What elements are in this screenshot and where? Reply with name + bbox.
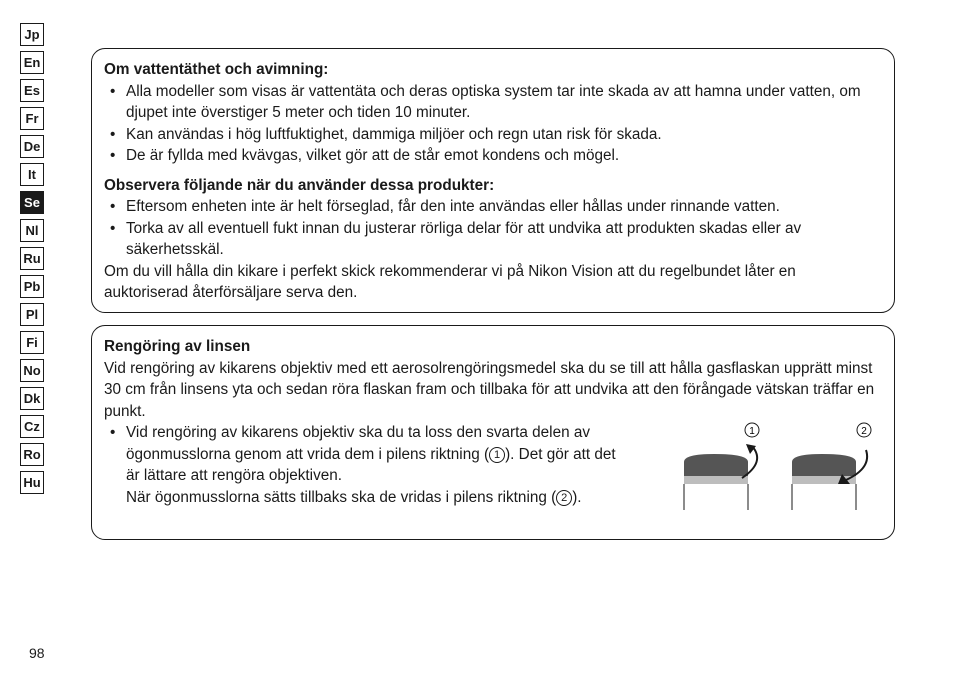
service-recommendation-text: Om du vill hålla din kikare i perfekt skick rekommenderar vi på Nikon Vision att du regelbundet låter en auktoriserad återförsäljare serva den. <box>104 262 796 301</box>
list-item: • Torka av all eventuell fukt innan du justerar rörliga delar för att undvika att produkten skadas eller av säkerhetsskäl. <box>104 218 882 261</box>
eyecup-remove-text: Vid rengöring av kikarens objektiv ska du ta loss den svarta delen av ögonmusslorna genom att vrida dem i pilens riktning ( <box>126 424 590 463</box>
language-tab-hu[interactable]: Hu <box>20 471 44 494</box>
language-tab-de[interactable]: De <box>20 135 44 158</box>
circled-number-2: 2 <box>556 490 572 506</box>
language-tab-fr[interactable]: Fr <box>20 107 44 130</box>
list-item: • Eftersom enheten inte är helt förseglad, får den inte användas eller hållas under rinnande vatten. <box>104 196 882 218</box>
caution-bullet-list <box>104 196 882 261</box>
language-tab-nl[interactable]: Nl <box>20 219 44 242</box>
language-tab-it[interactable]: It <box>20 163 44 186</box>
eyecup-remove-figure <box>684 423 759 510</box>
waterproof-heading: Om vattentäthet och avimning: <box>104 61 329 78</box>
eyecup-attach-text: När ögonmusslorna sätts tillbaks ska de vridas i pilens riktning ( <box>126 488 557 506</box>
language-tab-en[interactable]: En <box>20 51 44 74</box>
list-item: • Alla modeller som visas är vattentäta och deras optiska system tar inte skada av att hamna under vatten, om djupet inte överstiger 5 meter och tiden 10 minuter. <box>104 81 882 124</box>
illustration-label-1: 1 <box>749 426 755 437</box>
eyecup-attach-text-end: ). <box>572 488 582 506</box>
language-tab-es[interactable]: Es <box>20 79 44 102</box>
eyecup-remove-text-end: ). Det gör att det är lättare att rengöra objektiven. <box>126 445 616 484</box>
list-item: • Kan användas i hög luftfuktighet, dammiga miljöer och regn utan risk för skada. <box>104 124 882 146</box>
language-tab-ru[interactable]: Ru <box>20 247 44 270</box>
eyecup-bullet-list <box>104 422 624 508</box>
lens-cleaning-heading: Rengöring av linsen <box>104 338 251 355</box>
eyecup-attach-figure <box>792 423 871 510</box>
list-item: • De är fyllda med kvävgas, vilket gör att de står emot kondens och mögel. <box>104 145 882 167</box>
page-number: 98 <box>29 645 45 661</box>
language-tab-pl[interactable]: Pl <box>20 303 44 326</box>
eyecup-rotation-illustration <box>670 418 890 513</box>
caution-heading: Observera följande när du använder dessa produkter: <box>104 176 495 194</box>
eyecup-rubber-ring <box>792 454 856 476</box>
eyecup-metal-band <box>684 476 748 484</box>
waterproof-info-box <box>91 48 895 313</box>
language-tab-ro[interactable]: Ro <box>20 443 44 466</box>
language-tab-fi[interactable]: Fi <box>20 331 44 354</box>
circled-number-1: 1 <box>489 447 505 463</box>
eyecup-instruction-row <box>104 422 882 508</box>
language-tab-no[interactable]: No <box>20 359 44 382</box>
lens-cleaning-box <box>91 325 895 540</box>
language-tabs <box>20 23 44 499</box>
waterproof-bullet-list <box>104 81 882 167</box>
lens-cleaning-intro: Vid rengöring av kikarens objektiv med ett aerosolrengöringsmedel ska du se till att hålla gasflaskan upprätt minst 30 cm från linsens yta och sedan röra flaskan fram och tillbaka för att undvika att den förångade vätskan träffar en punkt. <box>104 359 875 420</box>
language-tab-se[interactable]: Se <box>20 191 44 214</box>
language-tab-dk[interactable]: Dk <box>20 387 44 410</box>
illustration-label-2: 2 <box>861 426 867 437</box>
eyecup-rubber-ring <box>684 454 748 476</box>
list-item <box>104 422 624 508</box>
language-tab-pb[interactable]: Pb <box>20 275 44 298</box>
language-tab-jp[interactable]: Jp <box>20 23 44 46</box>
language-tab-cz[interactable]: Cz <box>20 415 44 438</box>
